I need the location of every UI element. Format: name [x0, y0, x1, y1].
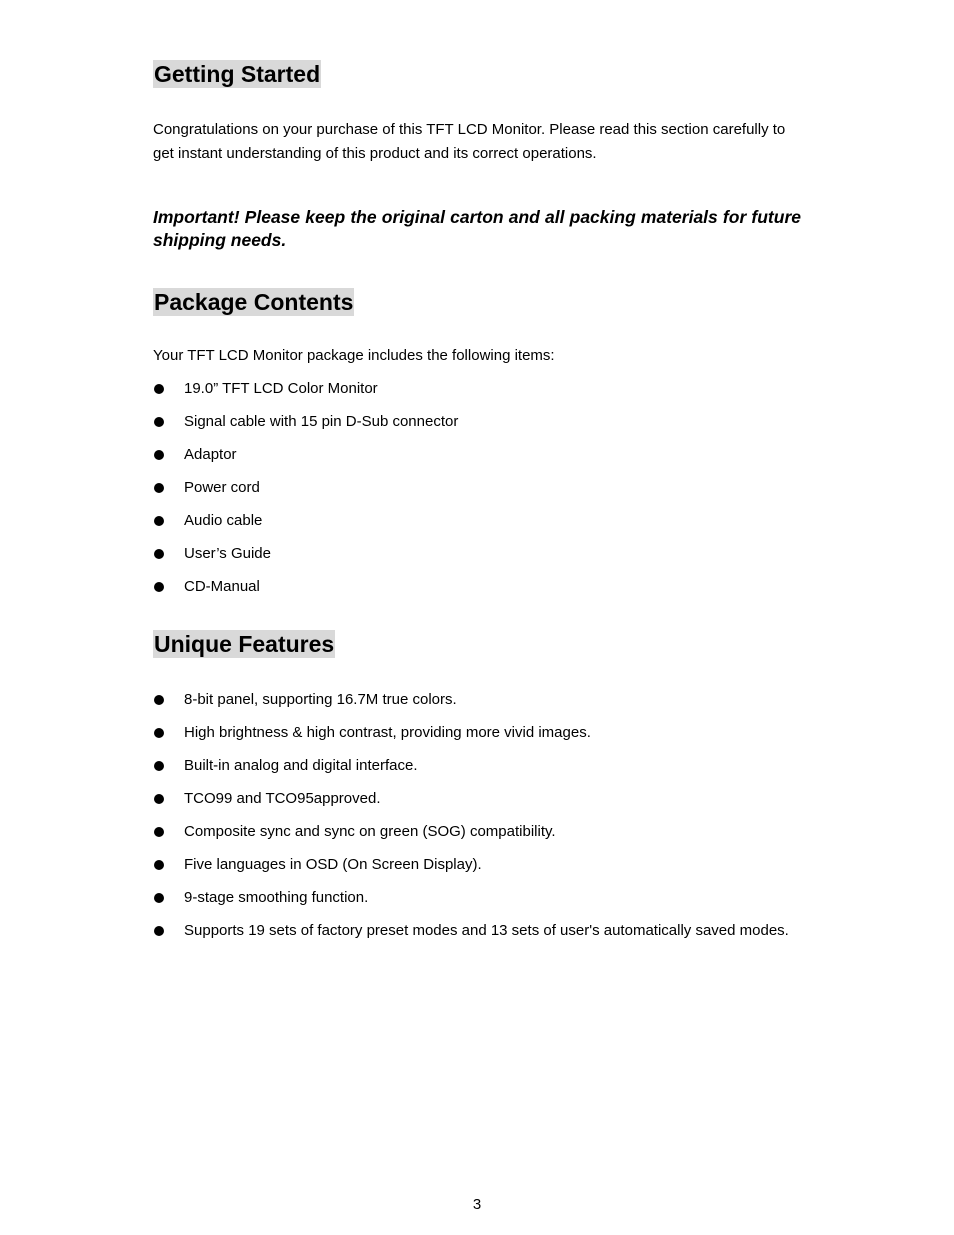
list-item-text: Five languages in OSD (On Screen Display).: [184, 856, 482, 873]
bullet-icon: [154, 893, 164, 903]
bullet-icon: [154, 761, 164, 771]
list-item: [153, 443, 801, 466]
list-item-text: 8-bit panel, supporting 16.7M true colors.: [184, 691, 457, 708]
list-item: [153, 787, 801, 810]
list-item-text: User’s Guide: [184, 545, 271, 562]
package-contents-heading: Package Contents: [154, 289, 354, 315]
bullet-icon: [154, 450, 164, 460]
list-item: [153, 721, 801, 744]
page-number: 3: [472, 1196, 482, 1213]
list-item-text: Composite sync and sync on green (SOG) compatibility.: [184, 823, 556, 840]
getting-started-heading: Getting Started: [154, 61, 321, 87]
list-item: [153, 688, 801, 711]
list-item: [153, 754, 801, 777]
list-item: [153, 575, 801, 598]
list-item: [153, 820, 801, 843]
bullet-icon: [154, 695, 164, 705]
list-item: [153, 410, 801, 433]
list-item-text: Supports 19 sets of factory preset modes and 13 sets of user's automatically saved modes.: [184, 922, 789, 939]
bullet-icon: [154, 549, 164, 559]
list-item: [153, 509, 801, 532]
list-item: [153, 853, 801, 876]
getting-started-intro: Congratulations on your purchase of this TFT LCD Monitor. Please read this section carefully to get instant understanding of this product and its correct operations.: [153, 121, 786, 162]
list-item-text: Adaptor: [184, 446, 237, 463]
list-item: [153, 919, 801, 942]
list-item-text: High brightness & high contrast, providing more vivid images.: [184, 724, 591, 741]
list-item: [153, 886, 801, 909]
bullet-icon: [154, 794, 164, 804]
package-contents-list: [153, 377, 801, 608]
package-contents-intro: Your TFT LCD Monitor package includes the following items:: [153, 347, 555, 364]
bullet-icon: [154, 728, 164, 738]
bullet-icon: [154, 582, 164, 592]
list-item-text: TCO99 and TCO95approved.: [184, 790, 381, 807]
bullet-icon: [154, 483, 164, 493]
bullet-icon: [154, 516, 164, 526]
list-item: [153, 377, 801, 400]
list-item-text: Audio cable: [184, 512, 263, 529]
list-item: [153, 476, 801, 499]
list-item-text: 19.0” TFT LCD Color Monitor: [184, 380, 378, 397]
bullet-icon: [154, 926, 164, 936]
list-item-text: CD-Manual: [184, 578, 260, 595]
unique-features-heading: Unique Features: [154, 631, 335, 657]
unique-features-list: [153, 688, 801, 952]
bullet-icon: [154, 860, 164, 870]
list-item-text: Built-in analog and digital interface.: [184, 757, 418, 774]
bullet-icon: [154, 417, 164, 427]
list-item-text: Power cord: [184, 479, 260, 496]
list-item-text: 9-stage smoothing function.: [184, 889, 369, 906]
important-note: Important! Please keep the original carton and all packing materials for future shipping needs.: [153, 207, 801, 250]
list-item-text: Signal cable with 15 pin D-Sub connector: [184, 413, 459, 430]
list-item: [153, 542, 801, 565]
bullet-icon: [154, 384, 164, 394]
bullet-icon: [154, 827, 164, 837]
